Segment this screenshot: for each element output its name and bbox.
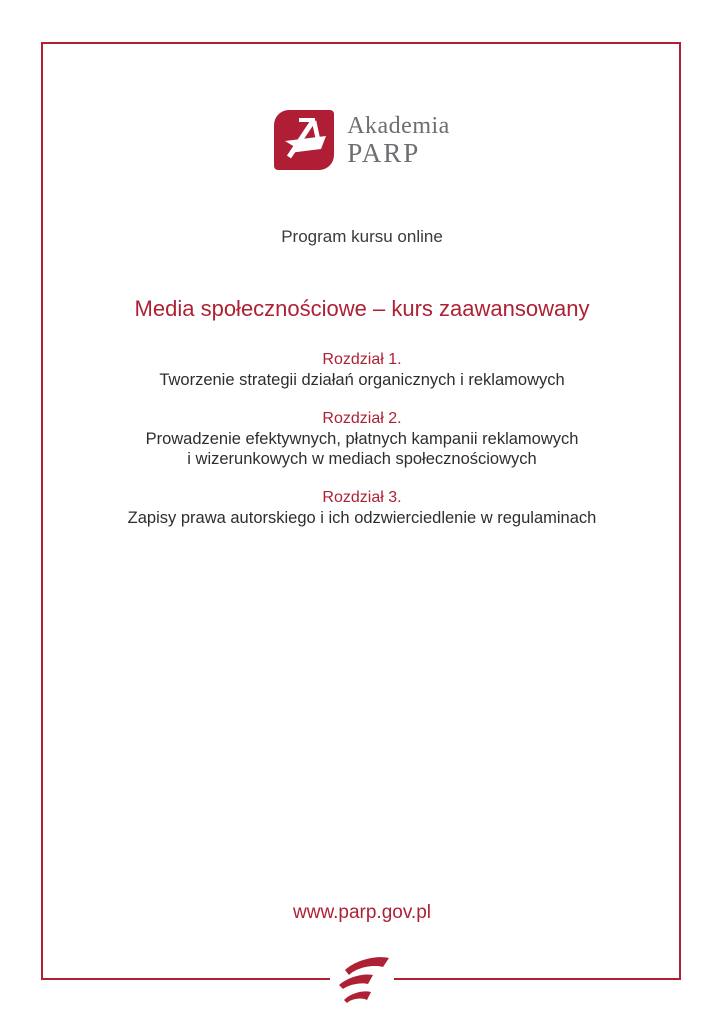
chapter-list bbox=[0, 350, 724, 547]
chapter-3 bbox=[0, 488, 724, 528]
chapter-1-text: Tworzenie strategii działań organicznych i reklamowych bbox=[159, 371, 565, 389]
akademia-parp-logo bbox=[0, 110, 724, 170]
logo-line-parp: PARP bbox=[347, 138, 421, 168]
logo-wordmark bbox=[347, 110, 450, 168]
chapter-3-label: Rozdział 3. bbox=[322, 489, 402, 506]
website-link[interactable]: www.parp.gov.pl bbox=[293, 902, 431, 923]
chapter-3-text: Zapisy prawa autorskiego i ich odzwierciedlenie w regulaminach bbox=[127, 509, 597, 527]
logo-line-akademia: Akademia bbox=[347, 113, 450, 139]
chapter-2-text-line-1: Prowadzenie efektywnych, płatnych kampanii reklamowych bbox=[145, 430, 579, 448]
chapter-2 bbox=[0, 409, 724, 469]
chapter-1-label: Rozdział 1. bbox=[322, 351, 402, 368]
chapter-1 bbox=[0, 350, 724, 390]
parp-logo-mark-icon bbox=[274, 110, 334, 170]
chapter-2-label: Rozdział 2. bbox=[322, 410, 402, 427]
parp-flag-icon bbox=[336, 951, 392, 1005]
course-title: Media społecznościowe – kurs zaawansowany bbox=[134, 296, 590, 321]
chapter-2-text-line-2: i wizerunkowych w mediach społecznościowych bbox=[187, 450, 537, 468]
program-label: Program kursu online bbox=[281, 227, 443, 246]
